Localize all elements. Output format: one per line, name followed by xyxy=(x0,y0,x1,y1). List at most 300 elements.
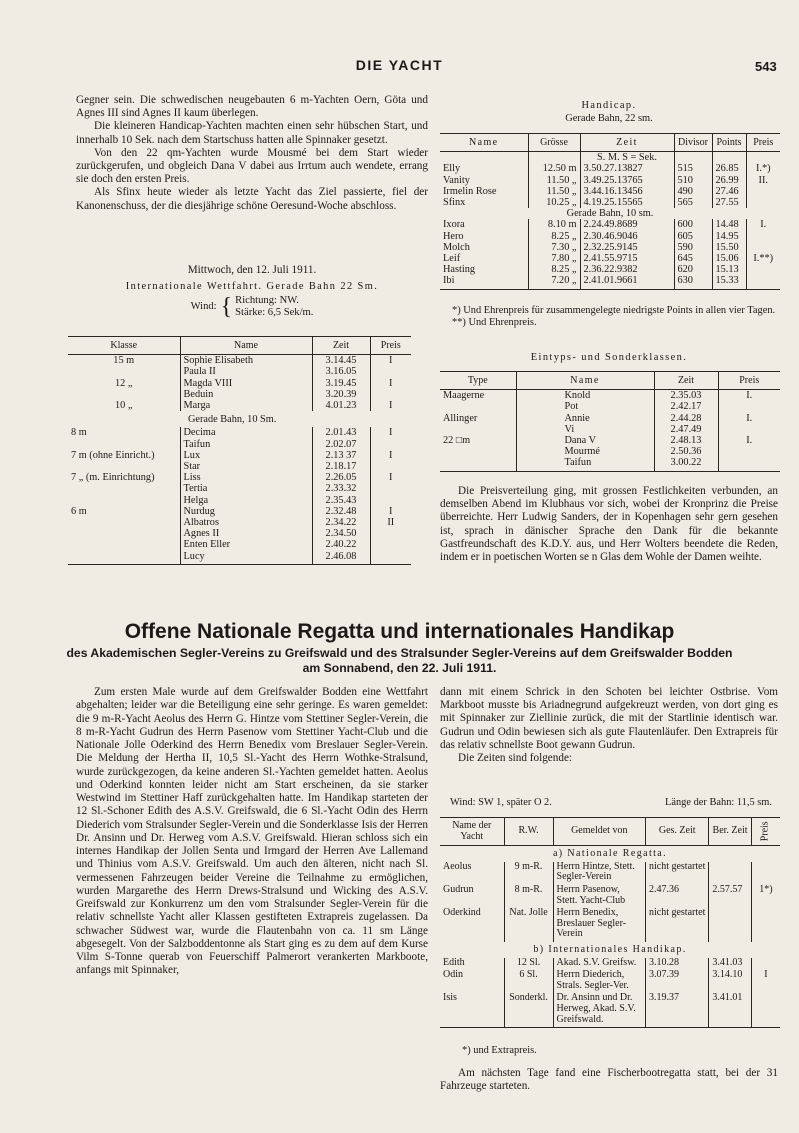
cell-zeit: 2.32.25.9145 xyxy=(580,242,674,253)
cell-zeit: 3.49.25.13765 xyxy=(580,175,674,186)
cell-preis: I. xyxy=(718,435,780,446)
cell-zeit: 2.13 37 xyxy=(312,450,370,461)
cell-groesse: 11.50 „ xyxy=(528,175,580,186)
table-row xyxy=(68,450,411,461)
times-intro: Die Zeiten sind folgende: xyxy=(458,752,573,765)
cell-divisor: 605 xyxy=(674,231,712,242)
cell-divisor: 645 xyxy=(674,253,712,264)
cell-rw: 9 m-R. xyxy=(504,862,553,885)
cell-name: Paula II xyxy=(180,366,312,377)
eintyps-table xyxy=(440,371,780,472)
cell-points: 27.46 xyxy=(712,186,746,197)
table-row xyxy=(68,506,411,517)
cell-preis: 1*) xyxy=(751,885,780,908)
subheader: Gerade Bahn, 10 sm. xyxy=(566,208,654,220)
cell-name: Ixora xyxy=(443,219,465,231)
cell-name: Sophie Elisabeth xyxy=(180,355,312,367)
col-header-gemeldet: Gemeldet von xyxy=(553,818,645,846)
regatta-conditions xyxy=(450,797,772,808)
table-row xyxy=(68,378,411,389)
cell-zeit: 2.50.36 xyxy=(654,446,718,457)
table-row xyxy=(440,424,780,435)
cell-zeit: 2.30.46.9046 xyxy=(580,231,674,242)
cell-gemeldet: Herrn Benedix, Breslauer Segler-Verein xyxy=(553,908,645,942)
cell-zeit: 2.48.13 xyxy=(654,435,718,446)
cell-zeit: 2.32.48 xyxy=(312,506,370,517)
cell-klasse xyxy=(68,461,180,472)
table-row xyxy=(440,908,780,942)
cell-name: Irmelin Rose xyxy=(443,185,497,197)
col-header-preis: Preis xyxy=(718,372,780,390)
paragraph: Zum ersten Male wurde auf dem Greifswalder Bodden eine Wettfahrt abgehalten; leider war die Beteiligung eine sehr geringe. Es waren gemeldet: die 9 m-R-Yacht Aeolus des Herrn G. Hintze vom Stettiner Segler-Verein, die 8 m-R-Yacht Gudrun des Herrn Pasenow vom Stettiner Yacht-Club und die Nationale Jolle Oderkind des Herrn Benedix vom Breslauer Segler-Verein. Die Meldung der Hertha II, 10,5 Sl.-Yacht des Herrn Wothke-Stralsund, wurde zurückgezogen, da keine anderen Sl.-Yachten gemeldet hatten. Aeolus und Oderkind konnten leider nicht am Start erscheinen, da sie starker Westwind im Stettiner Haff zurückgehalten hatte. Im Handikap starteten der 12 Sl.-Schoner Edith des A.S.V. Greifswald, die 6 Sl.-Yacht Odin des Herrn Diederich vom Stralsunder Segler-Verein und die Sonderklasse Isis der Herren Dr. Ansinn und Dr. Herweg vom A.S.V. Greifswald. Hieran schloss sich ein internes Handikap der Jollen Senta und Irmgard der Herren Ave Lallemand und Thinius vom A.S.V. Greifswald. Um auch den älteren, nicht nach Sl. vermessenen Fahrzeugen beider Vereine die Teilnahme zu ermöglichen, wurden Margarethe des Herrn Drews-Stralsund und Wicking des A.S.V. Greifswald zur Konkurrenz um den vom Stralsunder Segler-Verein für die relativ schnellste Yacht aller Klassen gestifteten Extrapreis zugelassen. Da schwacher Südwest war, wurde die Flautenbahn von ca. 11 sm Länge abgesegelt. Von der Salzboddentonne als Start ging es zu dem auf dem Kurse Vilm S-Tonne querab von Feuerschiff Palmerort verankerten Markboote, anfangs mit Spinnaker, xyxy=(76,686,428,977)
cell-type xyxy=(440,446,516,457)
table-row xyxy=(440,993,780,1027)
cell-preis xyxy=(370,483,411,494)
cell-preis xyxy=(370,528,411,539)
col-header-preis: Preis xyxy=(370,337,411,355)
cell-zeit: 2.44.28 xyxy=(654,413,718,424)
cell-preis: I xyxy=(370,450,411,461)
paragraph: Am nächsten Tage fand eine Fischerbootregatta statt, bei der 31 Fahrzeuge starteten. xyxy=(440,1067,778,1093)
article-subtitle-line-2: am Sonnabend, den 22. Juli 1911. xyxy=(302,661,497,675)
handicap-title: Handicap. xyxy=(581,100,637,111)
cell-klasse: 6 m xyxy=(71,505,87,517)
handicap-table xyxy=(440,133,780,290)
cell-klasse xyxy=(68,366,180,377)
cell-preis xyxy=(746,197,780,208)
cell-points: 26.85 xyxy=(712,163,746,174)
cell-type xyxy=(440,424,516,435)
cell-preis: I. xyxy=(718,413,780,424)
cell-groesse: 10.25 „ xyxy=(528,197,580,208)
table-row xyxy=(440,885,780,908)
table-row xyxy=(440,862,780,885)
cell-name: Taifun xyxy=(180,439,312,450)
table-row xyxy=(440,242,780,253)
cell-gemeldet: Herrn Hintze, Stett. Segler-Verein xyxy=(553,862,645,885)
cell-preis xyxy=(370,551,411,565)
cell-ber-zeit: 3.41.03 xyxy=(709,958,751,971)
cell-name: Hasting xyxy=(443,264,476,276)
col-header-zeit: Zeit xyxy=(312,337,370,355)
handicap-subtitle: Gerade Bahn, 22 sm. xyxy=(565,113,653,125)
cell-zeit: 2.24.49.8689 xyxy=(580,219,674,230)
col-header-zeit: Zeit xyxy=(654,372,718,390)
footnote: **) Und Ehrenpreis. xyxy=(452,317,537,328)
cell-ber-zeit xyxy=(709,908,751,942)
cell-groesse: 8.25 „ xyxy=(528,231,580,242)
cell-klasse xyxy=(68,483,180,494)
cell-zeit: 2.33.32 xyxy=(312,483,370,494)
cell-zeit: 2.41.01.9661 xyxy=(580,275,674,289)
cell-ges-zeit: 3.07.39 xyxy=(645,970,708,993)
cell-points: 14.48 xyxy=(712,219,746,230)
table-row xyxy=(68,461,411,472)
left-top-text xyxy=(76,94,428,213)
eintyps-title-block xyxy=(440,351,778,364)
cell-preis: I xyxy=(370,355,411,367)
klasse-results-table xyxy=(68,336,411,565)
cell-klasse xyxy=(68,528,180,539)
col-header-klasse: Klasse xyxy=(68,337,180,355)
cell-type: Allinger xyxy=(443,412,478,424)
cell-name: Sfinx xyxy=(443,197,466,209)
table-row xyxy=(440,186,780,197)
cell-divisor: 565 xyxy=(674,197,712,208)
cell-klasse: 15 m xyxy=(113,355,135,367)
cell-name: Molch xyxy=(443,241,470,253)
cell-name: Ibi xyxy=(440,275,528,289)
table-row xyxy=(440,457,780,471)
page-number: 543 xyxy=(755,59,777,74)
table-row xyxy=(68,400,411,411)
cell-groesse: 12.50 m xyxy=(528,163,580,174)
table-row xyxy=(68,528,411,539)
table-row xyxy=(440,264,780,275)
cell-preis: I xyxy=(370,427,411,438)
table-row xyxy=(68,366,411,377)
cell-klasse xyxy=(68,439,180,450)
preis-vertical-label: Preis xyxy=(759,821,771,842)
cell-zeit: 3.16.05 xyxy=(312,366,370,377)
cell-zeit: 4.19.25.15565 xyxy=(580,197,674,208)
event-line: Internationale Wettfahrt. Gerade Bahn 22 Sm. xyxy=(125,281,379,293)
cell-name: Liss xyxy=(180,472,312,483)
cell-points: 15.06 xyxy=(712,253,746,264)
regatta-table xyxy=(440,817,780,1028)
cell-zeit: 2.42.17 xyxy=(654,401,718,412)
col-header-zeit: Zeit xyxy=(580,134,674,152)
cell-name: Lux xyxy=(180,450,312,461)
cell-klasse: 7 m (ohne Einricht.) xyxy=(71,449,155,461)
cell-name: Annie xyxy=(516,413,654,424)
cell-preis xyxy=(718,446,780,457)
cell-klasse: 8 m xyxy=(71,427,87,439)
col-header-preis: Preis xyxy=(746,134,780,152)
article-left-column xyxy=(76,686,428,978)
cell-ges-zeit: 2.47.36 xyxy=(645,885,708,908)
eintyps-title: Eintyps- und Sonderklassen. xyxy=(530,352,688,363)
cell-preis xyxy=(751,862,780,885)
table-row xyxy=(68,483,411,494)
cell-klasse: 10 „ xyxy=(115,400,133,412)
cell-klasse xyxy=(68,495,180,506)
paragraph: dann mit einem Schrick in den Schoten bei leichter Ostbrise. Vom Markboot musste bis Ariadnegrund aufgekreuzt werden, von dort ging es mit Spinnaker zur Ziellinie zurück, die mit der Startlinie identisch war. Gudrun und Odin bewiesen sich als gute Flautenläufer. Den Extrapreis für das relativ schnellste Boot gewann Gudrun. xyxy=(440,686,778,751)
cell-divisor: 590 xyxy=(674,242,712,253)
cell-name: Aeolus xyxy=(443,860,472,872)
cell-name: Beduin xyxy=(180,389,312,400)
cell-zeit: 2.41.55.9715 xyxy=(580,253,674,264)
cell-ges-zeit: 3.10.28 xyxy=(645,958,708,971)
cell-preis xyxy=(718,401,780,412)
cell-points: 15.13 xyxy=(712,264,746,275)
cell-points: 15.50 xyxy=(712,242,746,253)
cell-name: Pot xyxy=(516,401,654,412)
cell-points: 14.95 xyxy=(712,231,746,242)
cell-name: Hero xyxy=(443,230,464,242)
regatta-footnote: *) und Extrapreis. xyxy=(462,1045,537,1056)
cell-preis: I xyxy=(370,472,411,483)
cell-zeit: 2.46.08 xyxy=(312,551,370,565)
subheader: Gerade Bahn, 10 Sm. xyxy=(188,414,277,426)
cell-name: Vanity xyxy=(443,174,470,186)
paragraph: Gegner sein. Die schwedischen neugebauten 6 m-Yachten Oern, Göta und Agnes III sind Agnes II kaum überlegen. xyxy=(76,94,428,120)
cell-ges-zeit: nicht gestartet xyxy=(645,908,708,942)
table-row xyxy=(68,472,411,483)
cell-divisor: 510 xyxy=(674,175,712,186)
table-row xyxy=(440,970,780,993)
cell-name: Nurdug xyxy=(180,506,312,517)
cell-ges-zeit: nicht gestartet xyxy=(645,862,708,885)
cell-divisor: 620 xyxy=(674,264,712,275)
col-header-preis xyxy=(751,818,780,846)
cell-zeit: 4.01.23 xyxy=(312,400,370,411)
brace-glyph: { xyxy=(220,293,233,320)
table-row xyxy=(68,355,411,367)
cell-zeit: 3.44.16.13456 xyxy=(580,186,674,197)
cell-zeit: 2.26.05 xyxy=(312,472,370,483)
col-header-ges-zeit: Ges. Zeit xyxy=(645,818,708,846)
cell-name: Mourmé xyxy=(516,446,654,457)
cell-preis xyxy=(370,389,411,400)
cell-name: Marga xyxy=(180,400,312,411)
cell-preis: II xyxy=(370,517,411,528)
cell-preis xyxy=(746,275,780,289)
cell-klasse: 12 „ xyxy=(115,377,133,389)
cell-rw: 12 Sl. xyxy=(504,958,553,971)
col-header-divisor: Divisor xyxy=(674,134,712,152)
col-header-name: Name xyxy=(516,372,654,390)
cell-zeit: 2.02.07 xyxy=(312,439,370,450)
cell-type xyxy=(440,457,516,471)
cell-groesse: 7.80 „ xyxy=(528,253,580,264)
cell-klasse xyxy=(68,517,180,528)
cell-klasse xyxy=(68,389,180,400)
cell-name: Knold xyxy=(516,390,654,402)
col-header-groesse: Grösse xyxy=(528,134,580,152)
cell-preis xyxy=(370,439,411,450)
cell-zeit: 2.35.43 xyxy=(312,495,370,506)
cell-name: Star xyxy=(180,461,312,472)
cell-divisor: 600 xyxy=(674,219,712,230)
cell-preis xyxy=(746,231,780,242)
article-right-column xyxy=(440,686,778,765)
cell-name: Dana V xyxy=(516,435,654,446)
cell-name: Agnes II xyxy=(180,528,312,539)
paragraph: Als Sfinx heute wieder als letzte Yacht das Ziel passierte, fiel der Kanonenschuss, der die diesjährige schöne Oeresund-Woche abschloss. xyxy=(76,186,428,212)
table-row xyxy=(440,435,780,446)
closing-text xyxy=(440,1067,778,1093)
cell-preis xyxy=(718,424,780,435)
article-title: Offene Nationale Regatta und internationales Handikap xyxy=(124,620,675,643)
cell-name: Gudrun xyxy=(443,883,474,895)
cell-ges-zeit: 3.19.37 xyxy=(645,993,708,1027)
sms-label: S. M. S = Sek. xyxy=(580,152,674,164)
cell-preis: I. xyxy=(746,219,780,230)
table-row xyxy=(440,197,780,208)
table-row xyxy=(68,539,411,550)
cell-preis: I.**) xyxy=(746,253,780,264)
cell-name: Edith xyxy=(443,956,465,968)
cell-preis: I xyxy=(370,378,411,389)
cell-preis: II. xyxy=(746,175,780,186)
cell-type: 22 □m xyxy=(443,435,471,447)
cell-groesse: 8.10 m xyxy=(528,219,580,230)
cell-name: Decima xyxy=(180,427,312,438)
paragraph: Von den 22 qm-Yachten wurde Mousmé bei dem Start wieder zurückgerufen, und obgleich Dana V dabei aus Irrtum auch wendete, errang sie doch den ersten Preis. xyxy=(76,146,428,186)
cell-type: Maagerne xyxy=(443,390,485,402)
cell-preis: I xyxy=(370,506,411,517)
table-row xyxy=(440,390,780,402)
col-header-type: Type xyxy=(440,372,516,390)
cell-name: Leif xyxy=(443,253,461,265)
wind-line: Wind: SW 1, später O 2. xyxy=(450,797,552,808)
cell-ber-zeit: 3.41.01 xyxy=(709,993,751,1027)
paragraph: Die Preisverteilung ging, mit grossen Festlichkeiten verbunden, an demselben Abend im Klubhaus vor sich, wobei der Kronprinz die Preise überreichte. Herr Ludwig Sanders, der in Kopenhagen sehr gern gesehen ist, sprach in dänischer Sprache den Dank für die bekannte Gastfreundschaft des K.D.Y. aus, und Herr Wolters beendete die Reden, indem er in poetischen Worten se n Glas dem Wohle der Damen weihte. xyxy=(440,485,778,564)
cell-preis xyxy=(746,242,780,253)
table-row xyxy=(68,427,411,438)
section-header: a) Nationale Regatta. xyxy=(552,848,668,860)
paragraph: Die kleineren Handicap-Yachten machten einen sehr hübschen Start, und innerhalb 10 Sek. nach dem Startschuss hatten alle Spinnaker gesetzt. xyxy=(76,120,428,146)
cell-divisor: 630 xyxy=(674,275,712,289)
handicap-title-block xyxy=(440,99,778,125)
cell-name: Isis xyxy=(440,993,504,1027)
table-row xyxy=(440,219,780,230)
cell-points: 27.55 xyxy=(712,197,746,208)
running-header-title: DIE YACHT xyxy=(355,57,444,73)
cell-name: Oderkind xyxy=(443,907,481,919)
table-row xyxy=(440,413,780,424)
cell-preis xyxy=(370,461,411,472)
footnote: *) Und Ehrenpreis für zusammengelegte niedrigste Points in allen vier Tagen. xyxy=(452,305,776,316)
table-row xyxy=(440,446,780,457)
cell-zeit: 2.40.22 xyxy=(312,539,370,550)
cell-zeit: 3.00.22 xyxy=(654,457,718,471)
cell-groesse: 11.50 „ xyxy=(528,186,580,197)
right-top-text xyxy=(440,485,778,564)
section-header: b) Internationales Handikap. xyxy=(533,943,687,955)
article-subtitle xyxy=(0,646,799,676)
table-row xyxy=(440,253,780,264)
cell-preis: I xyxy=(751,970,780,993)
cell-name: Lucy xyxy=(180,551,312,565)
table-row xyxy=(68,495,411,506)
date-line: Mittwoch, den 12. Juli 1911. xyxy=(187,264,317,276)
length-line: Länge der Bahn: 11,5 sm. xyxy=(665,797,772,808)
cell-gemeldet: Dr. Ansinn und Dr. Herweg, Akad. S.V. Greifswald. xyxy=(553,993,645,1027)
cell-preis: I xyxy=(370,400,411,411)
cell-preis xyxy=(751,908,780,942)
wind-strength: Stärke: 6,5 Sek/m. xyxy=(235,306,314,318)
cell-name: Elly xyxy=(443,163,461,175)
handicap-footnotes xyxy=(440,305,778,329)
col-header-rw: R.W. xyxy=(504,818,553,846)
table-row xyxy=(440,275,780,289)
cell-divisor: 490 xyxy=(674,186,712,197)
cell-name: Helga xyxy=(180,495,312,506)
cell-preis: I.*) xyxy=(746,163,780,174)
article-subtitle-line-1: des Akademischen Segler-Vereins zu Greifswald und des Stralsunder Segler-Vereins auf dem Greifswalder Bodden xyxy=(66,646,733,660)
cell-ber-zeit: 3.14.10 xyxy=(709,970,751,993)
cell-preis xyxy=(718,457,780,471)
cell-name: Vi xyxy=(516,424,654,435)
cell-zeit: 3.14.45 xyxy=(312,355,370,367)
col-header-points: Points xyxy=(712,134,746,152)
cell-zeit: 3.19.45 xyxy=(312,378,370,389)
cell-preis xyxy=(746,264,780,275)
cell-type xyxy=(440,401,516,412)
cell-gemeldet: Herrn Diederich, Strals. Segler-Ver. xyxy=(553,970,645,993)
col-header-name: Name der Yacht xyxy=(440,818,504,846)
cell-zeit: 2.35.03 xyxy=(654,390,718,402)
cell-groesse: 7.20 „ xyxy=(528,275,580,289)
cell-preis xyxy=(370,366,411,377)
wind-direction: Richtung: NW. xyxy=(235,295,299,307)
cell-name: Enten Eller xyxy=(180,539,312,550)
cell-name: Magda VIII xyxy=(180,378,312,389)
table-row xyxy=(440,231,780,242)
cell-gemeldet: Akad. S.V. Greifsw. xyxy=(553,958,645,971)
cell-preis: I. xyxy=(718,390,780,402)
cell-points: 15.33 xyxy=(712,275,746,289)
cell-klasse: 7 „ (m. Einrichtung) xyxy=(71,472,155,484)
cell-groesse: 7.30 „ xyxy=(528,242,580,253)
cell-klasse xyxy=(68,551,180,565)
table-row xyxy=(68,389,411,400)
cell-preis xyxy=(751,993,780,1027)
table-row xyxy=(440,163,780,174)
cell-name: Odin xyxy=(443,969,463,981)
cell-preis xyxy=(370,539,411,550)
cell-ber-zeit: 2.57.57 xyxy=(709,885,751,908)
cell-rw: 8 m-R. xyxy=(504,885,553,908)
cell-divisor: 515 xyxy=(674,163,712,174)
col-header-ber-zeit: Ber. Zeit xyxy=(709,818,751,846)
cell-name: Tertia xyxy=(180,483,312,494)
cell-zeit: 2.47.49 xyxy=(654,424,718,435)
cell-rw: Sonderkl. xyxy=(504,993,553,1027)
cell-zeit: 2.34.50 xyxy=(312,528,370,539)
cell-zeit: 2.18.17 xyxy=(312,461,370,472)
cell-rw: Nat. Jolle xyxy=(504,908,553,942)
cell-ber-zeit xyxy=(709,862,751,885)
cell-name: Albatros xyxy=(180,517,312,528)
cell-preis xyxy=(746,186,780,197)
wind-block xyxy=(76,295,428,318)
cell-preis xyxy=(370,495,411,506)
cell-points: 26.99 xyxy=(712,175,746,186)
cell-zeit: 3.50.27.13827 xyxy=(580,163,674,174)
cell-name: Taifun xyxy=(516,457,654,471)
cell-klasse xyxy=(68,539,180,550)
table-row xyxy=(440,401,780,412)
col-header-name: Name xyxy=(180,337,312,355)
race-info xyxy=(76,264,428,318)
table-row xyxy=(440,175,780,186)
col-header-name: Name xyxy=(440,134,528,152)
cell-zeit: 2.36.22.9382 xyxy=(580,264,674,275)
table-row xyxy=(68,517,411,528)
cell-zeit: 2.01.43 xyxy=(312,427,370,438)
cell-rw: 6 Sl. xyxy=(504,970,553,993)
wind-label: Wind: xyxy=(190,301,217,313)
cell-groesse: 8.25 „ xyxy=(528,264,580,275)
cell-zeit: 2.34.22 xyxy=(312,517,370,528)
cell-zeit: 3.20.39 xyxy=(312,389,370,400)
table-row xyxy=(68,551,411,565)
table-row xyxy=(68,439,411,450)
cell-gemeldet: Herrn Pasenow, Stett. Yacht-Club xyxy=(553,885,645,908)
